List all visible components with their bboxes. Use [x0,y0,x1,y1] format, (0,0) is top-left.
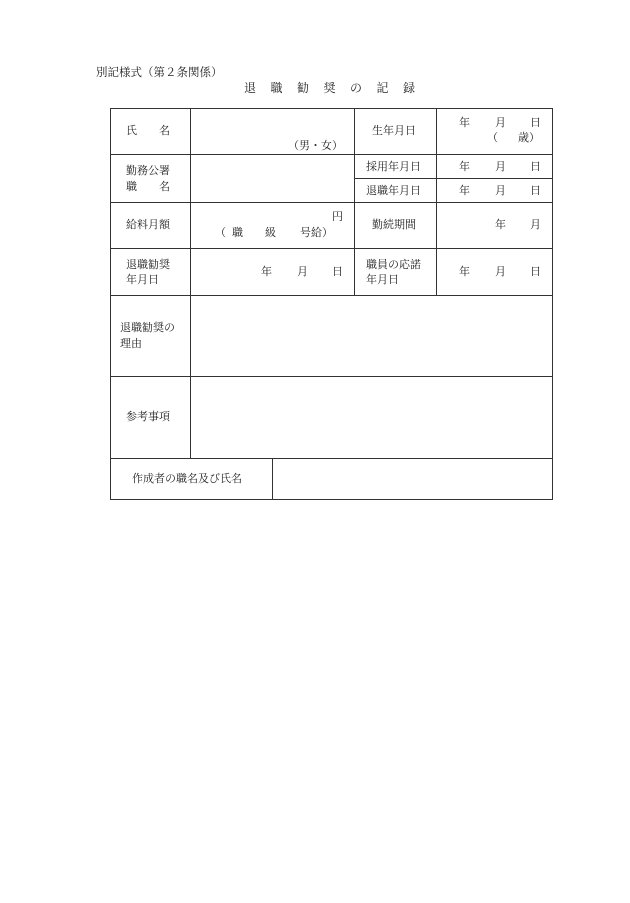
record-table [110,108,553,500]
office-label: 勤務公署 [126,164,170,177]
hire-date-label: 採用年月日 [366,160,421,173]
row-divider [110,248,553,249]
hire-year-unit: 年 [459,160,470,173]
birth-month-unit: 月 [495,116,506,129]
advice-date-label-line2: 年月日 [126,273,159,286]
office-field[interactable] [191,155,353,201]
service-year-unit: 年 [495,218,506,231]
hire-month-unit: 月 [495,160,506,173]
author-label: 作成者の職名及び氏名 [132,472,242,485]
retire-year-unit: 年 [459,184,470,197]
remarks-field[interactable] [191,377,552,457]
position-label: 職 名 [126,180,170,193]
row-divider [354,178,553,179]
grade-open-paren: （ [215,226,226,239]
response-day-unit: 日 [530,265,541,278]
table-border-right [552,108,553,500]
birth-year-unit: 年 [459,116,470,129]
service-month-unit: 月 [530,218,541,231]
table-border-bottom [110,499,553,500]
name-label: 氏 名 [126,124,170,137]
response-year-unit: 年 [459,265,470,278]
table-border-left [110,108,111,500]
reason-field[interactable] [191,296,552,375]
retire-month-unit: 月 [495,184,506,197]
gender-note: （男・女） [288,139,343,152]
grade-shoku: 職 [232,226,243,239]
advice-day-unit: 日 [332,265,343,278]
hire-day-unit: 日 [530,160,541,173]
grade-gokyu: 号給） [300,226,333,239]
reason-label-line2: 理由 [120,337,142,350]
response-month-unit: 月 [495,265,506,278]
service-period-label: 勤続期間 [372,218,416,231]
page-title: 退職勧奨の記録 [244,81,430,95]
response-label: 職員の応諾 [366,258,421,271]
advice-month-unit: 月 [297,265,308,278]
retire-day-unit: 日 [530,184,541,197]
retire-date-label: 退職年月日 [366,184,421,197]
advice-date-label: 退職勧奨 [126,258,170,271]
advice-year-unit: 年 [261,265,272,278]
birth-day-unit: 日 [530,116,541,129]
row-divider [110,202,553,203]
birth-date-label: 生年月日 [372,124,416,137]
remarks-label: 参考事項 [126,410,170,423]
age-open-paren: （ [487,131,498,144]
col-divider [436,108,437,295]
response-label-line2: 年月日 [366,273,399,286]
yen-unit: 円 [332,210,343,223]
col-divider [354,108,355,295]
form-label: 別記様式（第２条関係） [96,65,223,79]
age-unit: 歳） [518,131,540,144]
reason-label: 退職勧奨の [120,321,175,334]
author-field[interactable] [273,459,552,498]
grade-kyu: 級 [265,226,276,239]
salary-label: 給料月額 [126,218,170,231]
